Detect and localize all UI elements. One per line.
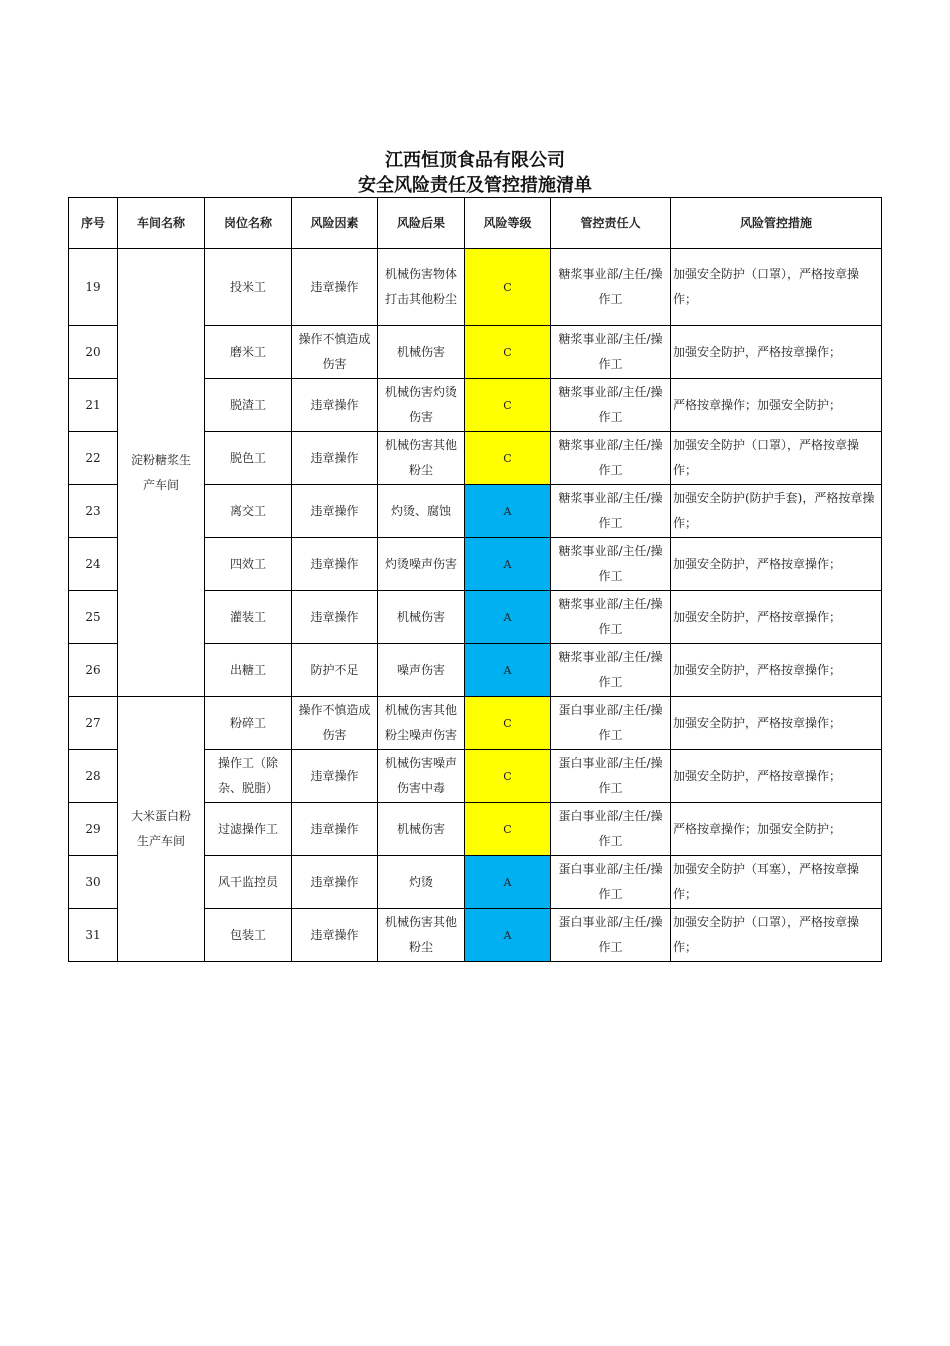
cell-post: 磨米工 — [205, 326, 292, 379]
cell-consequence: 灼烫噪声伤害 — [378, 538, 465, 591]
cell-post: 风干监控员 — [205, 856, 292, 909]
cell-post: 四效工 — [205, 538, 292, 591]
cell-consequence: 机械伤害其他粉尘噪声伤害 — [378, 697, 465, 750]
cell-no: 19 — [69, 249, 118, 326]
cell-measure: 加强安全防护，严格按章操作； — [671, 538, 882, 591]
cell-owner: 糖浆事业部/主任/操作工 — [551, 485, 671, 538]
cell-level: A — [465, 909, 551, 962]
cell-consequence: 机械伤害噪声伤害中毒 — [378, 750, 465, 803]
cell-workshop: 淀粉糖浆生产车间 — [118, 249, 205, 697]
cell-measure: 严格按章操作；加强安全防护； — [671, 379, 882, 432]
cell-level: A — [465, 644, 551, 697]
cell-factor: 违章操作 — [292, 538, 378, 591]
cell-owner: 蛋白事业部/主任/操作工 — [551, 697, 671, 750]
cell-post: 操作工（除杂、脱脂） — [205, 750, 292, 803]
header-owner: 管控责任人 — [551, 198, 671, 249]
cell-factor: 违章操作 — [292, 591, 378, 644]
cell-owner: 糖浆事业部/主任/操作工 — [551, 326, 671, 379]
cell-measure: 加强安全防护（口罩），严格按章操作； — [671, 909, 882, 962]
cell-consequence: 机械伤害 — [378, 591, 465, 644]
cell-factor: 违章操作 — [292, 432, 378, 485]
cell-post: 包装工 — [205, 909, 292, 962]
cell-measure: 加强安全防护，严格按章操作； — [671, 697, 882, 750]
cell-level: C — [465, 803, 551, 856]
cell-owner: 糖浆事业部/主任/操作工 — [551, 379, 671, 432]
cell-factor: 防护不足 — [292, 644, 378, 697]
cell-consequence: 机械伤害其他粉尘 — [378, 432, 465, 485]
risk-table — [68, 197, 882, 962]
cell-level: C — [465, 326, 551, 379]
table-row — [69, 697, 882, 750]
header-post: 岗位名称 — [205, 198, 292, 249]
cell-owner: 蛋白事业部/主任/操作工 — [551, 750, 671, 803]
cell-measure: 严格按章操作；加强安全防护； — [671, 803, 882, 856]
cell-post: 投米工 — [205, 249, 292, 326]
cell-owner: 糖浆事业部/主任/操作工 — [551, 591, 671, 644]
cell-level: C — [465, 432, 551, 485]
cell-consequence: 机械伤害 — [378, 803, 465, 856]
cell-factor: 操作不慎造成伤害 — [292, 697, 378, 750]
cell-factor: 违章操作 — [292, 379, 378, 432]
cell-measure: 加强安全防护(防护手套)，严格按章操作； — [671, 485, 882, 538]
cell-level: C — [465, 379, 551, 432]
table-body — [69, 249, 882, 962]
cell-consequence: 机械伤害灼烫伤害 — [378, 379, 465, 432]
cell-no: 27 — [69, 697, 118, 750]
cell-measure: 加强安全防护，严格按章操作； — [671, 750, 882, 803]
cell-level: C — [465, 697, 551, 750]
cell-no: 28 — [69, 750, 118, 803]
cell-factor: 违章操作 — [292, 750, 378, 803]
cell-post: 灌装工 — [205, 591, 292, 644]
cell-measure: 加强安全防护（口罩），严格按章操作； — [671, 432, 882, 485]
cell-no: 20 — [69, 326, 118, 379]
cell-no: 23 — [69, 485, 118, 538]
header-row — [69, 198, 882, 249]
table-row — [69, 249, 882, 326]
cell-consequence: 灼烫 — [378, 856, 465, 909]
cell-factor: 违章操作 — [292, 856, 378, 909]
cell-owner: 蛋白事业部/主任/操作工 — [551, 803, 671, 856]
document-title: 安全风险责任及管控措施清单 — [358, 175, 592, 196]
cell-workshop: 大米蛋白粉生产车间 — [118, 697, 205, 962]
cell-level: A — [465, 591, 551, 644]
cell-no: 30 — [69, 856, 118, 909]
cell-level: C — [465, 750, 551, 803]
cell-no: 21 — [69, 379, 118, 432]
cell-no: 22 — [69, 432, 118, 485]
cell-measure: 加强安全防护，严格按章操作； — [671, 591, 882, 644]
cell-post: 离交工 — [205, 485, 292, 538]
cell-owner: 蛋白事业部/主任/操作工 — [551, 856, 671, 909]
cell-post: 出糖工 — [205, 644, 292, 697]
cell-no: 31 — [69, 909, 118, 962]
cell-owner: 蛋白事业部/主任/操作工 — [551, 909, 671, 962]
cell-measure: 加强安全防护，严格按章操作； — [671, 644, 882, 697]
cell-factor: 违章操作 — [292, 909, 378, 962]
cell-consequence: 噪声伤害 — [378, 644, 465, 697]
cell-consequence: 机械伤害物体打击其他粉尘 — [378, 249, 465, 326]
header-level: 风险等级 — [465, 198, 551, 249]
cell-factor: 操作不慎造成伤害 — [292, 326, 378, 379]
cell-owner: 糖浆事业部/主任/操作工 — [551, 644, 671, 697]
header-factor: 风险因素 — [292, 198, 378, 249]
cell-level: A — [465, 856, 551, 909]
header-no: 序号 — [69, 198, 118, 249]
cell-no: 29 — [69, 803, 118, 856]
cell-factor: 违章操作 — [292, 249, 378, 326]
cell-post: 脱渣工 — [205, 379, 292, 432]
cell-factor: 违章操作 — [292, 803, 378, 856]
cell-no: 24 — [69, 538, 118, 591]
header-workshop: 车间名称 — [118, 198, 205, 249]
cell-post: 粉碎工 — [205, 697, 292, 750]
cell-measure: 加强安全防护，严格按章操作； — [671, 326, 882, 379]
company-title: 江西恒顶食品有限公司 — [385, 150, 565, 171]
cell-consequence: 机械伤害 — [378, 326, 465, 379]
cell-consequence: 机械伤害其他粉尘 — [378, 909, 465, 962]
cell-owner: 糖浆事业部/主任/操作工 — [551, 432, 671, 485]
cell-factor: 违章操作 — [292, 485, 378, 538]
cell-level: A — [465, 485, 551, 538]
cell-level: C — [465, 249, 551, 326]
cell-owner: 糖浆事业部/主任/操作工 — [551, 249, 671, 326]
cell-post: 过滤操作工 — [205, 803, 292, 856]
cell-owner: 糖浆事业部/主任/操作工 — [551, 538, 671, 591]
header-consequence: 风险后果 — [378, 198, 465, 249]
cell-post: 脱色工 — [205, 432, 292, 485]
header-measure: 风险管控措施 — [671, 198, 882, 249]
cell-consequence: 灼烫、腐蚀 — [378, 485, 465, 538]
cell-level: A — [465, 538, 551, 591]
cell-measure: 加强安全防护（口罩），严格按章操作； — [671, 249, 882, 326]
cell-no: 25 — [69, 591, 118, 644]
cell-measure: 加强安全防护（耳塞），严格按章操作； — [671, 856, 882, 909]
cell-no: 26 — [69, 644, 118, 697]
